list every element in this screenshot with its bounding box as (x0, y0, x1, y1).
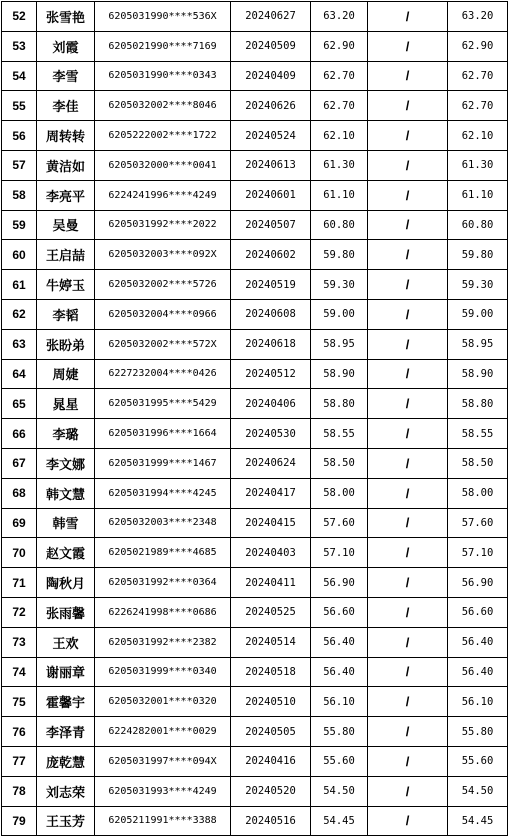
total-score-cell: 56.60 (448, 597, 508, 627)
date-cell: 20240509 (231, 31, 311, 61)
id-number-cell: 6205032001****0320 (95, 687, 231, 717)
rank-cell: 76 (2, 717, 37, 747)
rank-cell: 52 (2, 2, 37, 32)
name-cell: 牛婷玉 (37, 270, 95, 300)
score-cell: 55.80 (311, 717, 368, 747)
table-row (2, 776, 508, 806)
score-cell: 58.90 (311, 359, 368, 389)
name-cell: 王启喆 (37, 240, 95, 270)
table-row (2, 240, 508, 270)
rank-cell: 54 (2, 61, 37, 91)
id-number-cell: 6205222002****1722 (95, 121, 231, 151)
date-cell: 20240417 (231, 478, 311, 508)
date-cell: 20240520 (231, 776, 311, 806)
total-score-cell: 57.60 (448, 508, 508, 538)
rank-cell: 70 (2, 538, 37, 568)
name-cell: 周转转 (37, 121, 95, 151)
table-row (2, 359, 508, 389)
total-score-cell: 61.10 (448, 180, 508, 210)
id-number-cell: 6205031990****536X (95, 2, 231, 32)
date-cell: 20240608 (231, 299, 311, 329)
rank-cell: 74 (2, 657, 37, 687)
score-cell: 62.10 (311, 121, 368, 151)
date-cell: 20240416 (231, 746, 311, 776)
total-score-cell: 55.60 (448, 746, 508, 776)
extra-score-cell: / (368, 2, 448, 32)
id-number-cell: 6205031994****4245 (95, 478, 231, 508)
name-cell: 李佳 (37, 91, 95, 121)
score-cell: 56.90 (311, 568, 368, 598)
table-row (2, 746, 508, 776)
table-row (2, 687, 508, 717)
total-score-cell: 62.70 (448, 91, 508, 121)
extra-score-cell: / (368, 299, 448, 329)
rank-cell: 75 (2, 687, 37, 717)
table-row (2, 538, 508, 568)
id-number-cell: 6205031999****1467 (95, 448, 231, 478)
total-score-cell: 54.45 (448, 806, 508, 836)
rank-cell: 71 (2, 568, 37, 598)
rank-cell: 63 (2, 329, 37, 359)
extra-score-cell: / (368, 389, 448, 419)
score-cell: 63.20 (311, 2, 368, 32)
rank-cell: 66 (2, 419, 37, 449)
total-score-cell: 56.40 (448, 627, 508, 657)
score-cell: 56.10 (311, 687, 368, 717)
extra-score-cell: / (368, 240, 448, 270)
rank-cell: 64 (2, 359, 37, 389)
date-cell: 20240613 (231, 150, 311, 180)
table-row (2, 299, 508, 329)
name-cell: 吴曼 (37, 210, 95, 240)
extra-score-cell: / (368, 419, 448, 449)
total-score-cell: 62.90 (448, 31, 508, 61)
score-cell: 59.00 (311, 299, 368, 329)
extra-score-cell: / (368, 597, 448, 627)
date-cell: 20240507 (231, 210, 311, 240)
table-row (2, 270, 508, 300)
name-cell: 李雪 (37, 61, 95, 91)
score-cell: 56.40 (311, 657, 368, 687)
name-cell: 庞乾慧 (37, 746, 95, 776)
score-cell: 62.70 (311, 91, 368, 121)
name-cell: 张雨馨 (37, 597, 95, 627)
name-cell: 李璐 (37, 419, 95, 449)
table-row (2, 150, 508, 180)
total-score-cell: 59.00 (448, 299, 508, 329)
date-cell: 20240626 (231, 91, 311, 121)
id-number-cell: 6205021989****4685 (95, 538, 231, 568)
date-cell: 20240602 (231, 240, 311, 270)
score-table (1, 1, 508, 836)
extra-score-cell: / (368, 508, 448, 538)
id-number-cell: 6205031992****2382 (95, 627, 231, 657)
score-cell: 58.95 (311, 329, 368, 359)
id-number-cell: 6205032004****0966 (95, 299, 231, 329)
score-cell: 59.30 (311, 270, 368, 300)
date-cell: 20240510 (231, 687, 311, 717)
date-cell: 20240601 (231, 180, 311, 210)
score-cell: 59.80 (311, 240, 368, 270)
name-cell: 陶秋月 (37, 568, 95, 598)
rank-cell: 62 (2, 299, 37, 329)
total-score-cell: 54.50 (448, 776, 508, 806)
id-number-cell: 6226241998****0686 (95, 597, 231, 627)
score-cell: 56.60 (311, 597, 368, 627)
total-score-cell: 58.00 (448, 478, 508, 508)
id-number-cell: 6205211991****3388 (95, 806, 231, 836)
total-score-cell: 55.80 (448, 717, 508, 747)
date-cell: 20240627 (231, 2, 311, 32)
date-cell: 20240406 (231, 389, 311, 419)
extra-score-cell: / (368, 657, 448, 687)
date-cell: 20240512 (231, 359, 311, 389)
date-cell: 20240618 (231, 329, 311, 359)
id-number-cell: 6205032002****572X (95, 329, 231, 359)
date-cell: 20240524 (231, 121, 311, 151)
date-cell: 20240514 (231, 627, 311, 657)
rank-cell: 77 (2, 746, 37, 776)
rank-cell: 67 (2, 448, 37, 478)
extra-score-cell: / (368, 121, 448, 151)
score-cell: 62.90 (311, 31, 368, 61)
name-cell: 周婕 (37, 359, 95, 389)
extra-score-cell: / (368, 627, 448, 657)
id-number-cell: 6227232004****0426 (95, 359, 231, 389)
score-cell: 54.45 (311, 806, 368, 836)
total-score-cell: 63.20 (448, 2, 508, 32)
rank-cell: 59 (2, 210, 37, 240)
total-score-cell: 62.10 (448, 121, 508, 151)
total-score-cell: 56.90 (448, 568, 508, 598)
name-cell: 刘志荣 (37, 776, 95, 806)
table-row (2, 597, 508, 627)
date-cell: 20240411 (231, 568, 311, 598)
score-cell: 54.50 (311, 776, 368, 806)
name-cell: 刘霞 (37, 31, 95, 61)
id-number-cell: 6205031999****0340 (95, 657, 231, 687)
id-number-cell: 6205031992****0364 (95, 568, 231, 598)
name-cell: 李文娜 (37, 448, 95, 478)
score-cell: 61.30 (311, 150, 368, 180)
rank-cell: 73 (2, 627, 37, 657)
extra-score-cell: / (368, 270, 448, 300)
name-cell: 李亮平 (37, 180, 95, 210)
name-cell: 王欢 (37, 627, 95, 657)
rank-cell: 68 (2, 478, 37, 508)
extra-score-cell: / (368, 538, 448, 568)
extra-score-cell: / (368, 180, 448, 210)
name-cell: 韩雪 (37, 508, 95, 538)
total-score-cell: 58.55 (448, 419, 508, 449)
rank-cell: 69 (2, 508, 37, 538)
score-cell: 57.60 (311, 508, 368, 538)
score-cell: 58.50 (311, 448, 368, 478)
name-cell: 谢丽章 (37, 657, 95, 687)
total-score-cell: 60.80 (448, 210, 508, 240)
name-cell: 赵文霞 (37, 538, 95, 568)
id-number-cell: 6205031992****2022 (95, 210, 231, 240)
name-cell: 黄洁如 (37, 150, 95, 180)
table-row (2, 717, 508, 747)
total-score-cell: 56.10 (448, 687, 508, 717)
id-number-cell: 6205031997****094X (95, 746, 231, 776)
table-row (2, 806, 508, 836)
name-cell: 张盼弟 (37, 329, 95, 359)
table-row (2, 2, 508, 32)
table-row (2, 31, 508, 61)
score-cell: 57.10 (311, 538, 368, 568)
total-score-cell: 58.90 (448, 359, 508, 389)
score-cell: 55.60 (311, 746, 368, 776)
date-cell: 20240409 (231, 61, 311, 91)
table-row (2, 478, 508, 508)
name-cell: 张雪艳 (37, 2, 95, 32)
total-score-cell: 58.95 (448, 329, 508, 359)
score-cell: 62.70 (311, 61, 368, 91)
extra-score-cell: / (368, 478, 448, 508)
table-row (2, 448, 508, 478)
date-cell: 20240403 (231, 538, 311, 568)
extra-score-cell: / (368, 150, 448, 180)
table-row (2, 61, 508, 91)
table-row (2, 627, 508, 657)
id-number-cell: 6205032002****5726 (95, 270, 231, 300)
date-cell: 20240519 (231, 270, 311, 300)
rank-cell: 56 (2, 121, 37, 151)
extra-score-cell: / (368, 448, 448, 478)
extra-score-cell: / (368, 329, 448, 359)
rank-cell: 61 (2, 270, 37, 300)
score-cell: 60.80 (311, 210, 368, 240)
name-cell: 韩文慧 (37, 478, 95, 508)
rank-cell: 53 (2, 31, 37, 61)
date-cell: 20240415 (231, 508, 311, 538)
id-number-cell: 6224282001****0029 (95, 717, 231, 747)
extra-score-cell: / (368, 687, 448, 717)
extra-score-cell: / (368, 359, 448, 389)
extra-score-cell: / (368, 61, 448, 91)
total-score-cell: 61.30 (448, 150, 508, 180)
rank-cell: 55 (2, 91, 37, 121)
rank-cell: 58 (2, 180, 37, 210)
table-row (2, 210, 508, 240)
id-number-cell: 6205031990****0343 (95, 61, 231, 91)
id-number-cell: 6205032000****0041 (95, 150, 231, 180)
name-cell: 李泽青 (37, 717, 95, 747)
score-cell: 61.10 (311, 180, 368, 210)
date-cell: 20240530 (231, 419, 311, 449)
table-row (2, 389, 508, 419)
table-row (2, 419, 508, 449)
extra-score-cell: / (368, 210, 448, 240)
score-cell: 58.55 (311, 419, 368, 449)
score-cell: 58.00 (311, 478, 368, 508)
name-cell: 霍馨宇 (37, 687, 95, 717)
name-cell: 王玉芳 (37, 806, 95, 836)
extra-score-cell: / (368, 806, 448, 836)
extra-score-cell: / (368, 31, 448, 61)
id-number-cell: 6224241996****4249 (95, 180, 231, 210)
id-number-cell: 6205031995****5429 (95, 389, 231, 419)
table-row (2, 329, 508, 359)
table-row (2, 657, 508, 687)
table-row (2, 568, 508, 598)
rank-cell: 72 (2, 597, 37, 627)
date-cell: 20240624 (231, 448, 311, 478)
score-cell: 58.80 (311, 389, 368, 419)
rank-cell: 60 (2, 240, 37, 270)
id-number-cell: 6205032003****092X (95, 240, 231, 270)
total-score-cell: 58.80 (448, 389, 508, 419)
score-cell: 56.40 (311, 627, 368, 657)
date-cell: 20240505 (231, 717, 311, 747)
extra-score-cell: / (368, 568, 448, 598)
date-cell: 20240516 (231, 806, 311, 836)
table-row (2, 91, 508, 121)
rank-cell: 79 (2, 806, 37, 836)
table-row (2, 508, 508, 538)
total-score-cell: 62.70 (448, 61, 508, 91)
date-cell: 20240525 (231, 597, 311, 627)
date-cell: 20240518 (231, 657, 311, 687)
id-number-cell: 6205031996****1664 (95, 419, 231, 449)
table-row (2, 121, 508, 151)
rank-cell: 78 (2, 776, 37, 806)
extra-score-cell: / (368, 776, 448, 806)
table-body (2, 2, 508, 836)
extra-score-cell: / (368, 717, 448, 747)
id-number-cell: 6205031993****4249 (95, 776, 231, 806)
name-cell: 李韬 (37, 299, 95, 329)
id-number-cell: 6205021990****7169 (95, 31, 231, 61)
total-score-cell: 59.30 (448, 270, 508, 300)
extra-score-cell: / (368, 91, 448, 121)
rank-cell: 57 (2, 150, 37, 180)
rank-cell: 65 (2, 389, 37, 419)
total-score-cell: 57.10 (448, 538, 508, 568)
name-cell: 晁星 (37, 389, 95, 419)
extra-score-cell: / (368, 746, 448, 776)
id-number-cell: 6205032003****2348 (95, 508, 231, 538)
total-score-cell: 56.40 (448, 657, 508, 687)
id-number-cell: 6205032002****8046 (95, 91, 231, 121)
total-score-cell: 58.50 (448, 448, 508, 478)
table-row (2, 180, 508, 210)
total-score-cell: 59.80 (448, 240, 508, 270)
